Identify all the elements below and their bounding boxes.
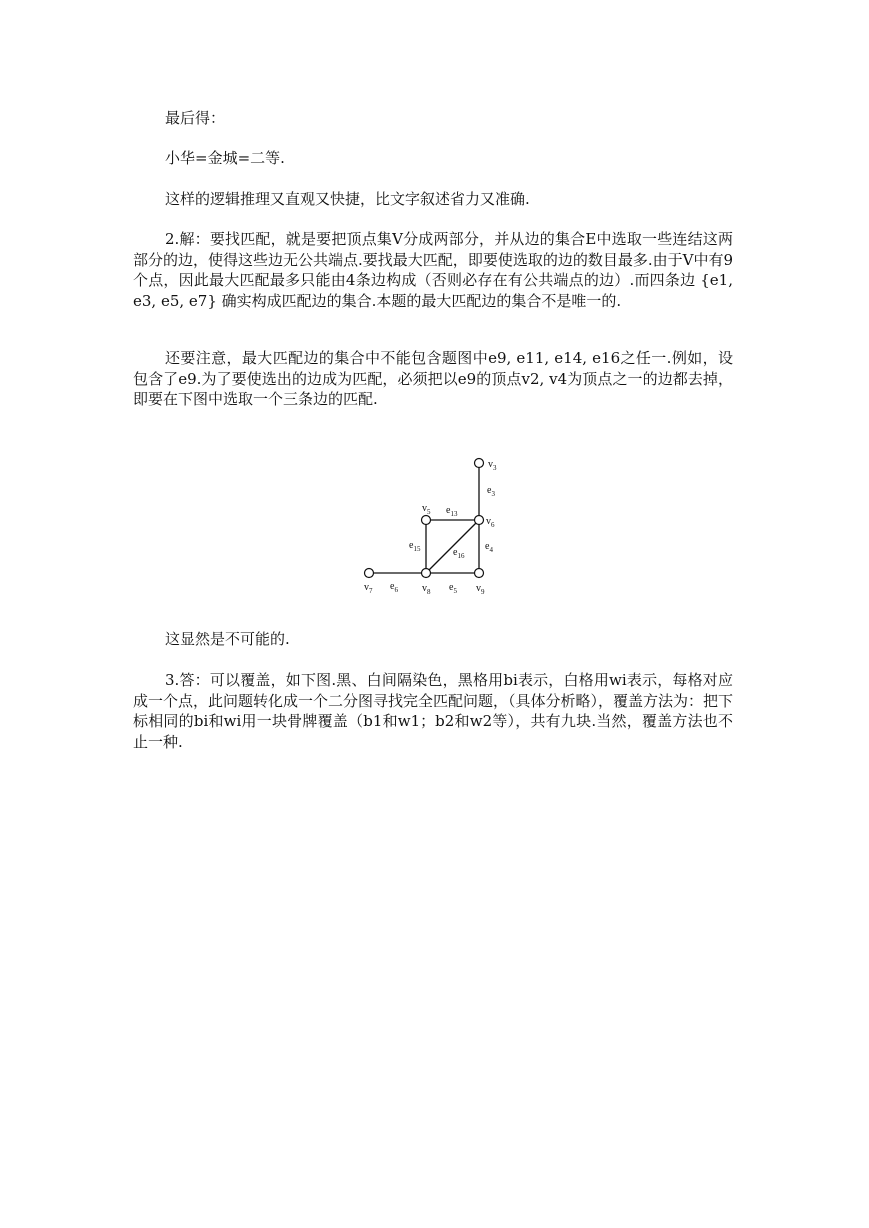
paragraph-remark: 这样的逻辑推理又直观又快捷，比文字叙述省力又准确.	[165, 190, 530, 208]
vertex-label-v9: $v_9$	[476, 583, 485, 596]
vertex-label-v5: $v_5$	[422, 503, 431, 516]
edge-label-e4: $e_4$	[485, 541, 493, 554]
vertex-v8	[422, 569, 431, 578]
graph-figure	[352, 448, 512, 604]
vertex-label-v7: $v_7$	[364, 582, 373, 595]
paragraph-note: 还要注意，最大匹配边的集合中不能包含题图中e9, e11, e14, e16之任一.例如，设包含了e9.为了要使选出的边成为匹配，必须把以e9的顶点v2, v4为顶点之一的边都去掉，即要在下图中选取一个三条边的匹配.	[133, 349, 733, 408]
vertex-v9	[475, 569, 484, 578]
vertex-v7	[365, 569, 374, 578]
edge-label-e16: $e_{16}$	[453, 547, 465, 560]
edge-label-e13: $e_{13}$	[446, 505, 458, 518]
edge-label-e15: $e_{15}$	[409, 540, 421, 553]
vertex-v6	[475, 516, 484, 525]
vertex-label-v3: $v_3$	[488, 459, 497, 472]
paragraph-conclusion: 小华=金城=二等.	[165, 149, 285, 167]
edge-label-e6: $e_6$	[390, 581, 398, 594]
vertex-label-v6: $v_6$	[486, 516, 495, 529]
vertex-v5	[422, 516, 431, 525]
paragraph-solution-2: 2.解：要找匹配，就是要把顶点集V分成两部分，并从边的集合E中选取一些连结这两部分的边，使得这些边无公共端点.要找最大匹配，即要使选取的边的数目最多.由于V中有9个点，因此最大匹配最多只能由4条边构成（否则必存在有公共端点的边）.而四条边 {e1, e3, e5, e7} 确实构成匹配边的集合.本题的最大匹配边的集合不是唯一的.	[133, 230, 733, 310]
edge-label-e3: $e_3$	[487, 485, 495, 498]
edge-label-e5: $e_5$	[449, 582, 457, 595]
paragraph-answer-3: 3.答：可以覆盖，如下图.黑、白间隔染色，黑格用bi表示，白格用wi表示，每格对应成一个点，此问题转化成一个二分图寻找完全匹配问题，（具体分析略），覆盖方法为：把下标相同的bi和wi用一块骨牌覆盖（b1和w1；b2和w2等），共有九块.当然，覆盖方法也不止一种.	[133, 671, 734, 751]
paragraph-conclusion-lead: 最后得：	[165, 109, 226, 127]
paragraph-impossible: 这显然是不可能的.	[165, 630, 290, 648]
vertex-label-v8: $v_8$	[422, 583, 431, 596]
vertex-v3	[475, 459, 484, 468]
